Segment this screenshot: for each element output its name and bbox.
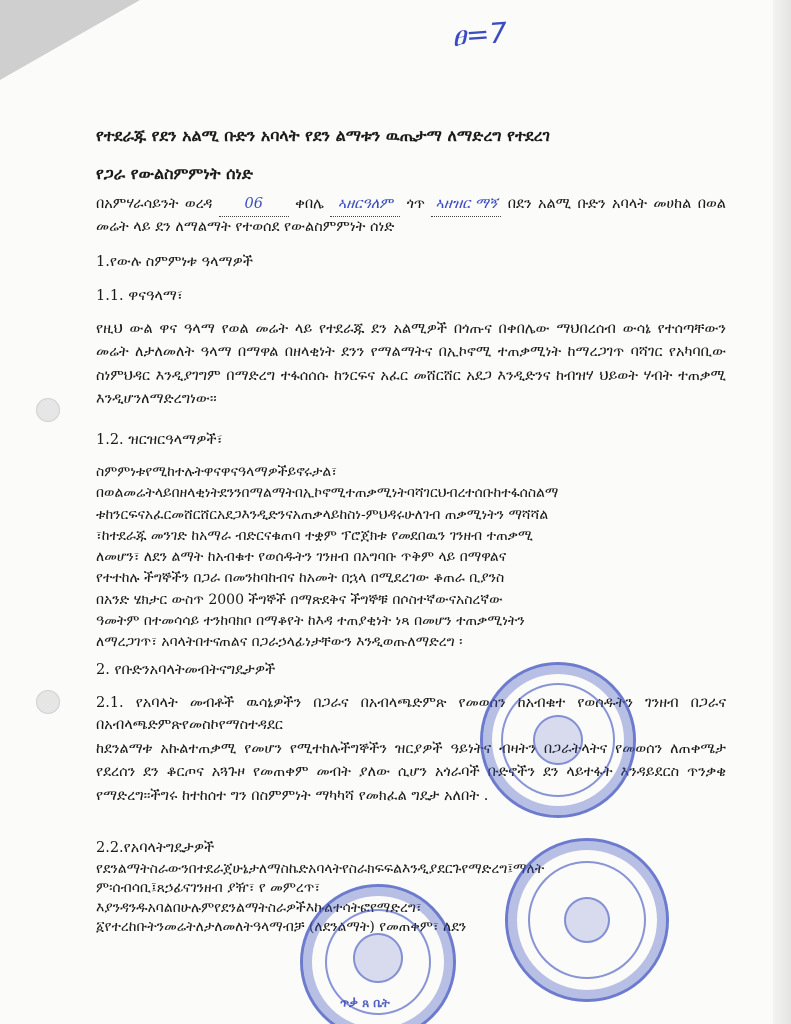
document-title: የተደራጁ የደን አልሚ ቡድን አባላት የደን ልማቱን ዉጤታማ ለማድረግ የተደረገ xyxy=(96,126,550,145)
paragraph: የዚህ ውል ዋና ዓላማ የወል መሬት ላይ የተደራጁ ደን አልሚዎች በጎጡና በቀበሌው ማህበረሰብ ውሳኔ የተሰጣቸውን መሬት ለታለመለት ዓላማ በማዋል በዘላቂነት ደንን የማልማትና በኢኮኖሚ ተጠቃሚነት ከማረጋገጥ ባሻገር የአካባቢው ስነምህዳር እንዲያገግም በማድረግ ተፋሰሰሱ ከንርፍና አፈር መሸርሸር አደጋ እንዲድንና ከብዝሃ ህይወት ሃብት ተጠቃሚ እንዲሆንለማድረግነው፡፡ xyxy=(96,321,726,408)
text-line: ስምምነቱየሚከተሉትዋናዋናዓላማዎችይኖሩታል፣ xyxy=(96,464,338,480)
intro-text: በደን አልሚ ቡድን አባላት መሀከል በወል መሬት ላይ ደን ለማልማት የተወሰደ የውልስምምነት ሰነድ xyxy=(96,196,726,235)
folded-corner xyxy=(0,0,140,80)
page-edge xyxy=(773,0,791,1024)
text-line: ፩የተረከቡትንመሬትለታለመለትዓላማብቻ (ለደንልማት) የመጠቀም፣ ለደን xyxy=(96,918,467,935)
text-line: በወልመሬትላይበዘላቂነትደንንበማልማትበኢኮኖሚተጠቃሚነትባሻገርህብረተሰቡከተፋሰስልማ xyxy=(96,485,559,502)
intro-text: ቀበሌ xyxy=(295,196,324,212)
section2-1-heading: 2.1. xyxy=(96,695,124,711)
text-line: እያንዳንዱአባልበሁሉምየደንልማትስራዎችእኩልተሳትፎየማድረግ፣ xyxy=(96,899,422,916)
section1-heading: 1.የውሉ ስምምነቱ ዓላማዎች xyxy=(96,254,253,270)
stamp-label: ጥቃ ጸ ቤት xyxy=(340,996,390,1010)
page-number: ፀ=7 xyxy=(450,16,509,53)
stamp-emblem-icon xyxy=(353,933,403,983)
official-stamp-icon xyxy=(505,838,669,1002)
section2-heading: 2. የቡድንአባላትመብትናግዴታዎች xyxy=(96,662,276,678)
section1-2-heading: 1.2. ዝርዝርዓላማዎች፣ xyxy=(96,432,223,448)
stamp-emblem-icon xyxy=(564,897,610,943)
section1-1-text xyxy=(96,318,726,412)
paragraph: የአባላት መብቶች ዉሳኔዎችን በጋራና በአብላጫድምጽ የመወሰን ከአብቁተ የወሰዱትን ገንዘብ በጋራና በአብላጫድምጽየመስኮየማስተዳደር xyxy=(96,695,727,734)
text-line: ለማረጋገጥ፣ አባላትበተናጠልና በጋራኃላፊነታቸውን እንዲወጡለማድረግ ፡ xyxy=(96,634,463,651)
text-line: ፣ከተደራጁ መንገድ ከአማራ ብድርናቁጠባ ተቋም ፕሮጀክቱ የመደበዉን ገንዘብ ተጠቃሚ xyxy=(96,527,533,544)
punch-hole-icon xyxy=(36,690,60,714)
text-line: ዓመትም በተመሳሳይ ተንከባክቦ በማቆየት ከእዳ ተጠያቂነት ነጻ በመሆን ተጠቃሚነትን xyxy=(96,612,525,629)
text-line: ለመሆን፣ ለደን ልማት ከአብቁተ የወሰዱትን ገንዘብ በአግባቡ ጥቅም ላይ በማዋልና xyxy=(96,549,507,566)
text-line: የተተከሉ ችግኞችን በጋራ በመንከባከብና ከአመት በኋላ በሚደረገው ቆጠራ ቢያንስ xyxy=(96,570,505,587)
woreda-field: 06 xyxy=(219,194,289,217)
section1-1-heading: 1.1. ዋናዓላማ፣ xyxy=(96,288,183,304)
kebele-field: ኣዘርዓለም xyxy=(330,194,400,217)
section1-2-text xyxy=(96,462,726,653)
text-line: በአንድ ሄክታር ውስጥ 2000 ችግኞች በማጽደቅና ችግኞቹ በሶስተኛውናአስረኛው xyxy=(96,591,503,608)
intro-paragraph xyxy=(96,194,726,239)
got-field: ኣዘዝር ማኝ xyxy=(431,194,501,217)
intro-text: በአምሃራሳይንት ወረዳ xyxy=(96,196,213,212)
intro-text: ጎጥ xyxy=(406,196,425,212)
text-line: የደንልማትስራውንበተደራጀሁኔታለማስኬድአባላትየስራክፍፍልእንዲያደርጉየማድረግ፤ማለት xyxy=(96,861,545,877)
section2-2-heading: 2.2.የአባላትግዴታዎች xyxy=(96,840,215,856)
stamp-emblem-icon xyxy=(533,715,583,765)
punch-hole-icon xyxy=(36,398,60,422)
paragraph: ከደንልማቱ አኩልተጠቃሚ የመሆን የሚተከሉችግኞችን ዝርያዎች ዓይነትና ብዛትን በጋራትላትና የመወሰን ለጠቀሜታ የደረሰን ደን ቆርጦና አጓጉዞ የመጠቀም መብት ያለው ሲሆን አጎራባች ቡድኖችን ደን ላይተፋት እንዳይደርስ ጥንቃቄ የማድረግ፡፡ችግሩ ከተከሰተ ግን በስምምነት ማካካሻ የመክፈል ግዴታ አለበት . xyxy=(96,741,726,804)
document-subtitle: የጋራ የውልስምምነት ሰነድ xyxy=(96,164,253,183)
text-line: ም፡ሰብሳቢ፤ጸኃፊናገንዘብ ያዥ፣ የ መምረጥ፣ xyxy=(96,880,321,897)
text-line: ቱከንርፍናአፈርመሸርሸርአደጋእንዲድንናአጠቃላይከስነ-ምህዳሩሁለገብ ጠቃሚነትን ማሻሻል xyxy=(96,506,549,523)
official-stamp-icon xyxy=(480,662,636,818)
